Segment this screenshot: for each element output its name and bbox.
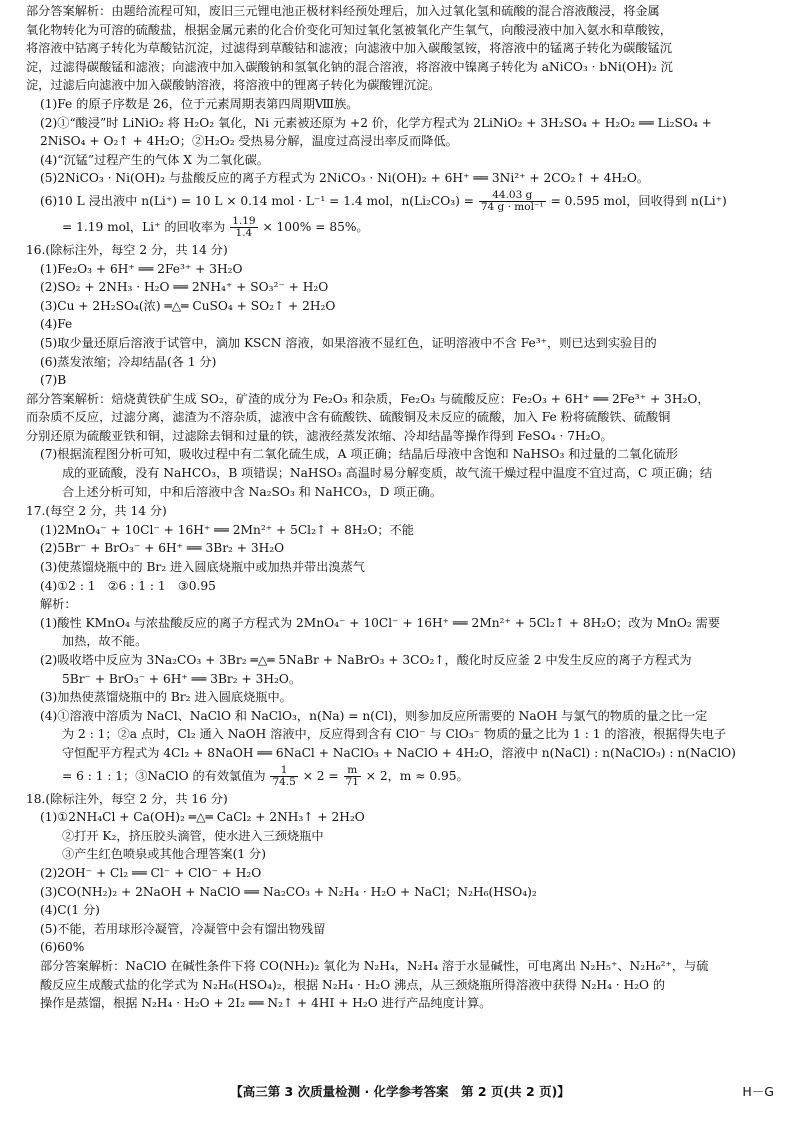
question-18 (26, 790, 778, 1013)
fraction-numerator: 1 (270, 765, 297, 777)
question-17 (26, 502, 778, 788)
calc-text: = 1.19 mol，Li⁺ 的回收率为 (62, 219, 226, 234)
answer-line: (4)C(1 分) (40, 903, 100, 918)
calc-text: × 100% = 85%。 (262, 219, 369, 234)
fraction-denominator: 1.4 (235, 226, 253, 239)
text-line: 操作是蒸馏，根据 N₂H₄ · H₂O + 2I₂ ══ N₂↑ + 4HI + H₂O 进行产品纯度计算。 (40, 996, 492, 1011)
calc-line (26, 214, 778, 240)
calc-text: × 2 = (302, 768, 339, 783)
answer-line: (4)Fe (40, 317, 73, 332)
text-line: 淀，过滤得碳酸锰和滤液；向滤液中加入碳酸钠和氢氧化钠的混合溶液，将溶液中镍离子转化为 aNiCO₃ · bNi(OH)₂ 沉 (26, 59, 673, 74)
question-16 (26, 241, 778, 501)
text-line: (1)酸性 KMnO₄ 与浓盐酸反应的离子方程式为 2MnO₄⁻ + 10Cl⁻ + 16H⁺ ══ 2Mn²⁺ + 5Cl₂↑ + 8H₂O；改为 MnO₂ 需要 (40, 615, 721, 630)
text-line: 而杂质不反应，过滤分离，滤渣为不溶杂质，滤液中含有硫酸铁、硫酸铜及未反应的硫酸，加入 Fe 粉将硫酸铁、硫酸铜 (26, 410, 671, 425)
answer-line: 解析： (40, 597, 77, 612)
footer-title: 【高三第 3 次质量检测 · 化学参考答案 第 2 页(共 2 页)】 (230, 1084, 570, 1099)
fraction-denominator: 74.5 (272, 775, 296, 788)
text-line: (2)①“酸浸”时 LiNiO₂ 将 H₂O₂ 氧化，Ni 元素被还原为 +2 价，化学方程式为 2LiNiO₂ + 3H₂SO₄ + H₂O₂ ══ Li₂SO₄ + (40, 115, 712, 130)
fraction-denominator: 71 (345, 775, 359, 788)
fraction-numerator: m (344, 765, 361, 777)
text-line: (3)加热使蒸馏烧瓶中的 Br₂ 进入圆底烧瓶中。 (40, 690, 292, 705)
calc-text: = 0.595 mol，回收得到 n(Li⁺) (550, 193, 727, 208)
text-line: 部分答案解析：NaClO 在碱性条件下将 CO(NH₂)₂ 氧化为 N₂H₄，N₂H₄ 溶于水显碱性，可电离出 N₂H₅⁺、N₂H₆²⁺，与硫 (40, 958, 709, 973)
answer-document (26, 2, 778, 1013)
text-line: 将溶液中钴离子转化为草酸钴沉淀，过滤得到草酸钴和滤液；向滤液中加入碳酸氢铵，将溶液中的锰离子转化为碳酸锰沉 (26, 41, 672, 56)
answer-line: (3)CO(NH₂)₂ + 2NaOH + NaClO ══ Na₂CO₃ + N₂H₄ · H₂O + NaCl；N₂H₆(HSO₄)₂ (40, 884, 537, 899)
part1-analysis (26, 2, 778, 240)
calc-line (26, 188, 778, 214)
answer-line: (5)不能，若用球形冷凝管，冷凝管中会有馏出物残留 (40, 921, 326, 936)
answer-line: ③产生红色喷泉或其他合理答案(1 分) (62, 847, 266, 862)
text-line: 守恒配平方程式为 4Cl₂ + 8NaOH ══ 6NaCl + NaClO₃ + NaClO + 4H₂O，溶液中 n(NaCl) : n(NaClO₃) : n(NaClO) (62, 745, 736, 760)
text-line: 为 2 : 1；②a 点时，Cl₂ 通入 NaOH 溶液中，反应得到含有 ClO⁻ 与 ClO₃⁻ 物质的量之比为 1 : 1 的溶液，根据得失电子 (62, 727, 727, 742)
text-line: 成的亚硫酸，没有 NaHCO₃，B 项错误；NaHSO₃ 高温时易分解变质，故气流干燥过程中温度不宜过高，C 项正确；结 (62, 466, 713, 481)
text-line: 分别还原为硫酸亚铁和铜，过滤除去铜和过量的铁，滤液经蒸发浓缩、冷却结晶等操作得到 FeSO₄ · 7H₂O。 (26, 428, 613, 443)
answer-line: (2)5Br⁻ + BrO₃⁻ + 6H⁺ ══ 3Br₂ + 3H₂O (40, 541, 285, 556)
text-line: (5)2NiCO₃ · Ni(OH)₂ 与盐酸反应的离子方程式为 2NiCO₃ · Ni(OH)₂ + 6H⁺ ══ 3Ni²⁺ + 2CO₂↑ + 4H₂O。 (40, 171, 650, 186)
text-line: 淀，过滤后向滤液中加入碳酸钠溶液，将溶液中的锂离子转化为碳酸锂沉淀。 (26, 78, 441, 93)
answer-line: ②打开 K₂，挤压胶头滴管，使水进入三颈烧瓶中 (62, 828, 324, 843)
calc-line (26, 763, 778, 789)
answer-line: (3)Cu + 2H₂SO₄(浓) ═△═ CuSO₄ + SO₂↑ + 2H₂O (40, 298, 336, 313)
question-heading: 17.(每空 2 分，共 14 分) (26, 504, 167, 519)
answer-line: (1)2MnO₄⁻ + 10Cl⁻ + 16H⁺ ══ 2Mn²⁺ + 5Cl₂↑ + 8H₂O；不能 (40, 522, 414, 537)
question-heading: 18.(除标注外，每空 2 分，共 16 分) (26, 791, 228, 806)
footer-code: H－G (742, 1084, 774, 1099)
calc-text: (6)10 L 浸出液中 n(Li⁺) = 10 L × 0.14 mol · L⁻¹ = 1.4 mol，n(Li₂CO₃) = (40, 193, 474, 208)
fraction (344, 765, 361, 788)
text-line: 2NiSO₄ + O₂↑ + 4H₂O；②H₂O₂ 受热易分解，温度过高浸出率反而降低。 (40, 134, 458, 149)
fraction (479, 190, 546, 213)
answer-line: (1)①2NH₄Cl + Ca(OH)₂ ═△═ CaCl₂ + 2NH₃↑ + 2H₂O (40, 810, 365, 825)
fraction-numerator: 44.03 g (479, 190, 546, 202)
answer-line: (1)Fe₂O₃ + 6H⁺ ══ 2Fe³⁺ + 3H₂O (40, 261, 243, 276)
fraction (230, 216, 257, 239)
text-line: 氧化物转化为可溶的硫酸盐，根据金属元素的化合价变化可知过氧化氢被氧化产生氧气，向酸浸液中加入氨水和草酸铵， (26, 22, 672, 37)
answer-line: (6)60% (40, 940, 85, 955)
text-line: 5Br⁻ + BrO₃⁻ + 6H⁺ ══ 3Br₂ + 3H₂O。 (62, 671, 302, 686)
fraction (270, 765, 297, 788)
text-line: (4)①溶液中溶质为 NaCl、NaClO 和 NaClO₃，n(Na) = n(Cl)，则参加反应所需要的 NaOH 与氯气的物质的量之比一定 (40, 708, 708, 723)
text-line: 合上述分析可知，中和后溶液中含 Na₂SO₃ 和 NaHCO₃，D 项正确。 (62, 484, 443, 499)
answer-line: (6)蒸发浓缩；冷却结晶(各 1 分) (40, 354, 217, 369)
answer-line: (2)2OH⁻ + Cl₂ ══ Cl⁻ + ClO⁻ + H₂O (40, 865, 262, 880)
text-line: 加热，故不能。 (62, 634, 148, 649)
text-line: (1)Fe 的原子序数是 26，位于元素周期表第四周期Ⅷ族。 (40, 96, 359, 111)
text-line: (4)“沉锰”过程产生的气体 X 为二氧化碳。 (40, 152, 269, 167)
answer-line: (7)B (40, 373, 67, 388)
answer-line: (3)使蒸馏烧瓶中的 Br₂ 进入圆底烧瓶中或加热并带出溴蒸气 (40, 560, 365, 575)
page-footer (0, 1082, 800, 1104)
calc-text: = 6 : 1 : 1；③NaClO 的有效氯值为 (62, 768, 266, 783)
fraction-numerator: 1.19 (232, 214, 256, 227)
text-line: (7)根据流程图分析可知，吸收过程中有二氧化硫生成，A 项正确；结晶后母液中含饱和 NaHSO₃ 和过量的二氧化硫形 (40, 447, 678, 462)
answer-line: (5)取少量还原后溶液于试管中，滴加 KSCN 溶液，如果溶液不显红色，证明溶液中不含 Fe³⁺，则已达到实验目的 (40, 335, 657, 350)
text-line: 酸反应生成酸式盐的化学式为 N₂H₆(HSO₄)₂，根据 N₂H₄ · H₂O 沸点，从三颈烧瓶所得溶液中获得 N₂H₄ · H₂O 的 (40, 977, 666, 992)
answer-line: (4)①2 : 1 ②6 : 1 : 1 ③0.95 (40, 578, 216, 593)
fraction-denominator: 74 g · mol⁻¹ (480, 200, 544, 213)
calc-text: × 2，m ≈ 0.95。 (365, 768, 469, 783)
text-line: (2)吸收塔中反应为 3Na₂CO₃ + 3Br₂ ═△═ 5NaBr + NaBrO₃ + 3CO₂↑，酸化时反应釜 2 中发生反应的离子方程式为 (40, 653, 692, 667)
question-heading: 16.(除标注外，每空 2 分，共 14 分) (26, 242, 228, 257)
text-line: 部分答案解析：焙烧黄铁矿生成 SO₂，矿渣的成分为 Fe₂O₃ 和杂质，Fe₂O₃ 与硫酸反应：Fe₂O₃ + 6H⁺ ══ 2Fe³⁺ + 3H₂O， (26, 391, 710, 406)
text-line: 部分答案解析：由题给流程可知，废旧三元锂电池正极材料经预处理后，加入过氧化氢和硫酸的混合溶液酸浸，将金属 (26, 4, 660, 18)
answer-line: (2)SO₂ + 2NH₃ · H₂O ══ 2NH₄⁺ + SO₃²⁻ + H₂O (40, 280, 329, 295)
